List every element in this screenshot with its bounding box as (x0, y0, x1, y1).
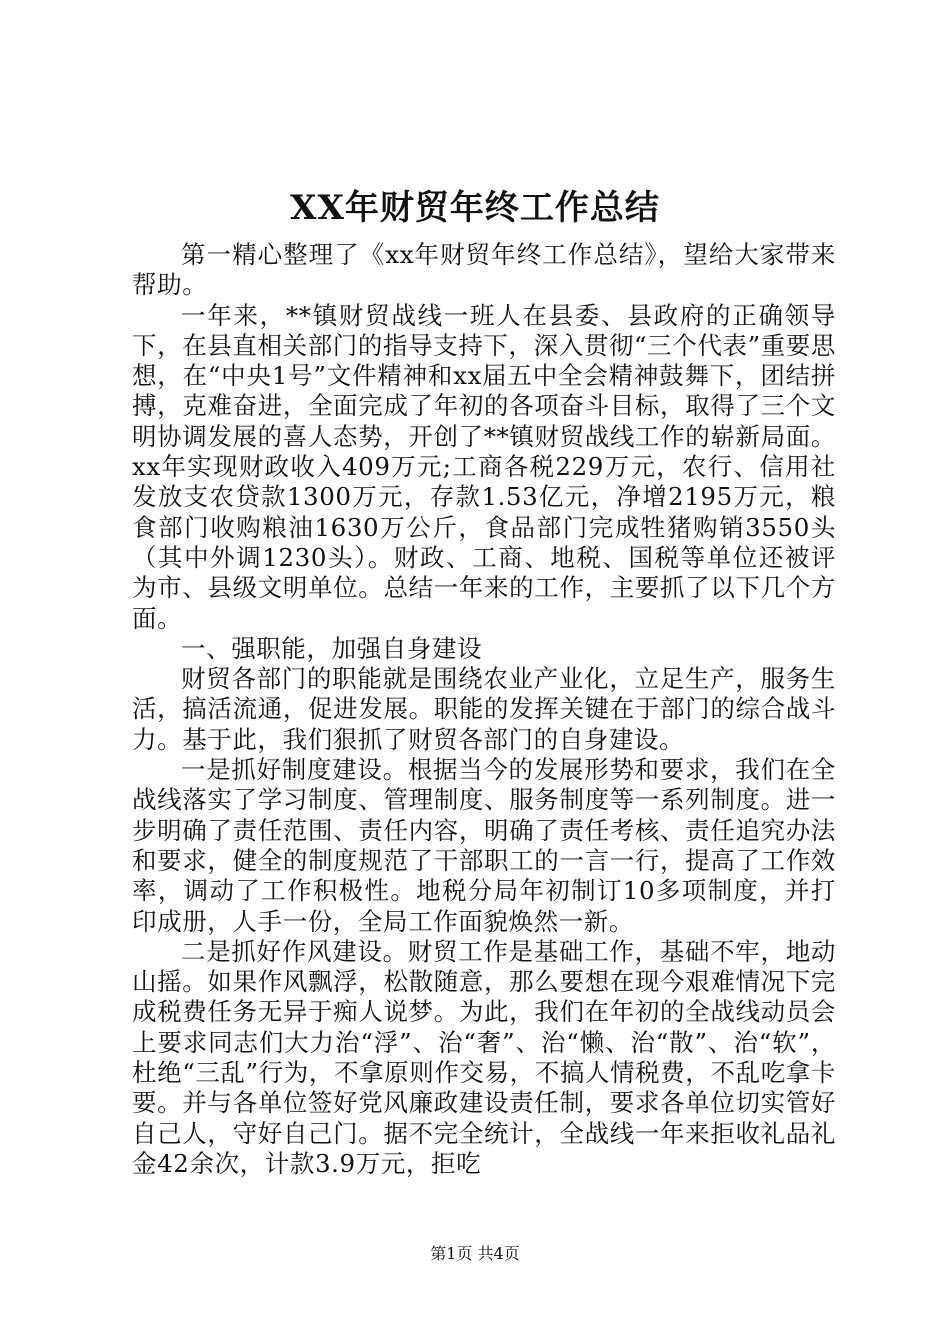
paragraph-system-building: 一是抓好制度建设。根据当今的发展形势和要求，我们在全战线落实了学习制度、管理制度、服务制度等一系列制度。进一步明确了责任范围、责任内容，明确了责任考核、责任追究办法和要求，健全的制度规范了干部职工的一言一行，提高了工作效率，调动了工作积极性。地税分局年初制订10多项制度，并打印成册，人手一份，全局工作面貌焕然一新。 (132, 755, 836, 936)
document-body (132, 240, 836, 1179)
paragraph-style-building: 二是抓好作风建设。财贸工作是基础工作，基础不牢，地动山摇。如果作风飘浮，松散随意，那么要想在现今艰难情况下完成税费任务无异于痴人说梦。为此，我们在年初的全战线动员会上要求同志们大力治“浮”、治“奢”、治“懒、治“散”、治“软”，杜绝“三乱”行为，不拿原则作交易，不搞人情税费，不乱吃拿卡要。并与各单位签好党风廉政建设责任制，要求各单位切实管好自己人，守好自己门。据不完全统计，全战线一年来拒收礼品礼金42余次，计款3.9万元，拒吃 (132, 936, 836, 1178)
document-title: XX年财贸年终工作总结 (290, 188, 660, 228)
paragraph-intro: 第一精心整理了《xx年财贸年终工作总结》，望给大家带来帮助。 (132, 240, 836, 300)
page-number-footer: 第1页 共4页 (430, 1244, 520, 1263)
paragraph-overview: 一年来，**镇财贸战线一班人在县委、县政府的正确领导下，在县直相关部门的指导支持下，深入贯彻“三个代表”重要思想，在“中央1号”文件精神和xx届五中全会精神鼓舞下，团结拼搏，克难奋进，全面完成了年初的各项奋斗目标，取得了三个文明协调发展的喜人态势，开创了**镇财贸战线工作的崭新局面。xx年实现财政收入409万元;工商各税229万元，农行、信用社发放支农贷款1300万元，存款1.53亿元，净增2195万元，粮食部门收购粮油1630万公斤，食品部门完成牲猪购销3550头（其中外调1230头）。财政、工商、地税、国税等单位还被评为市、县级文明单位。总结一年来的工作，主要抓了以下几个方面。 (132, 300, 836, 633)
paragraph-functions: 财贸各部门的职能就是围绕农业产业化，立足生产，服务生活，搞活流通，促进发展。职能的发挥关键在于部门的综合战斗力。基于此，我们狠抓了财贸各部门的自身建设。 (132, 664, 836, 754)
section-heading-1: 一、强职能，加强自身建设 (181, 633, 483, 663)
